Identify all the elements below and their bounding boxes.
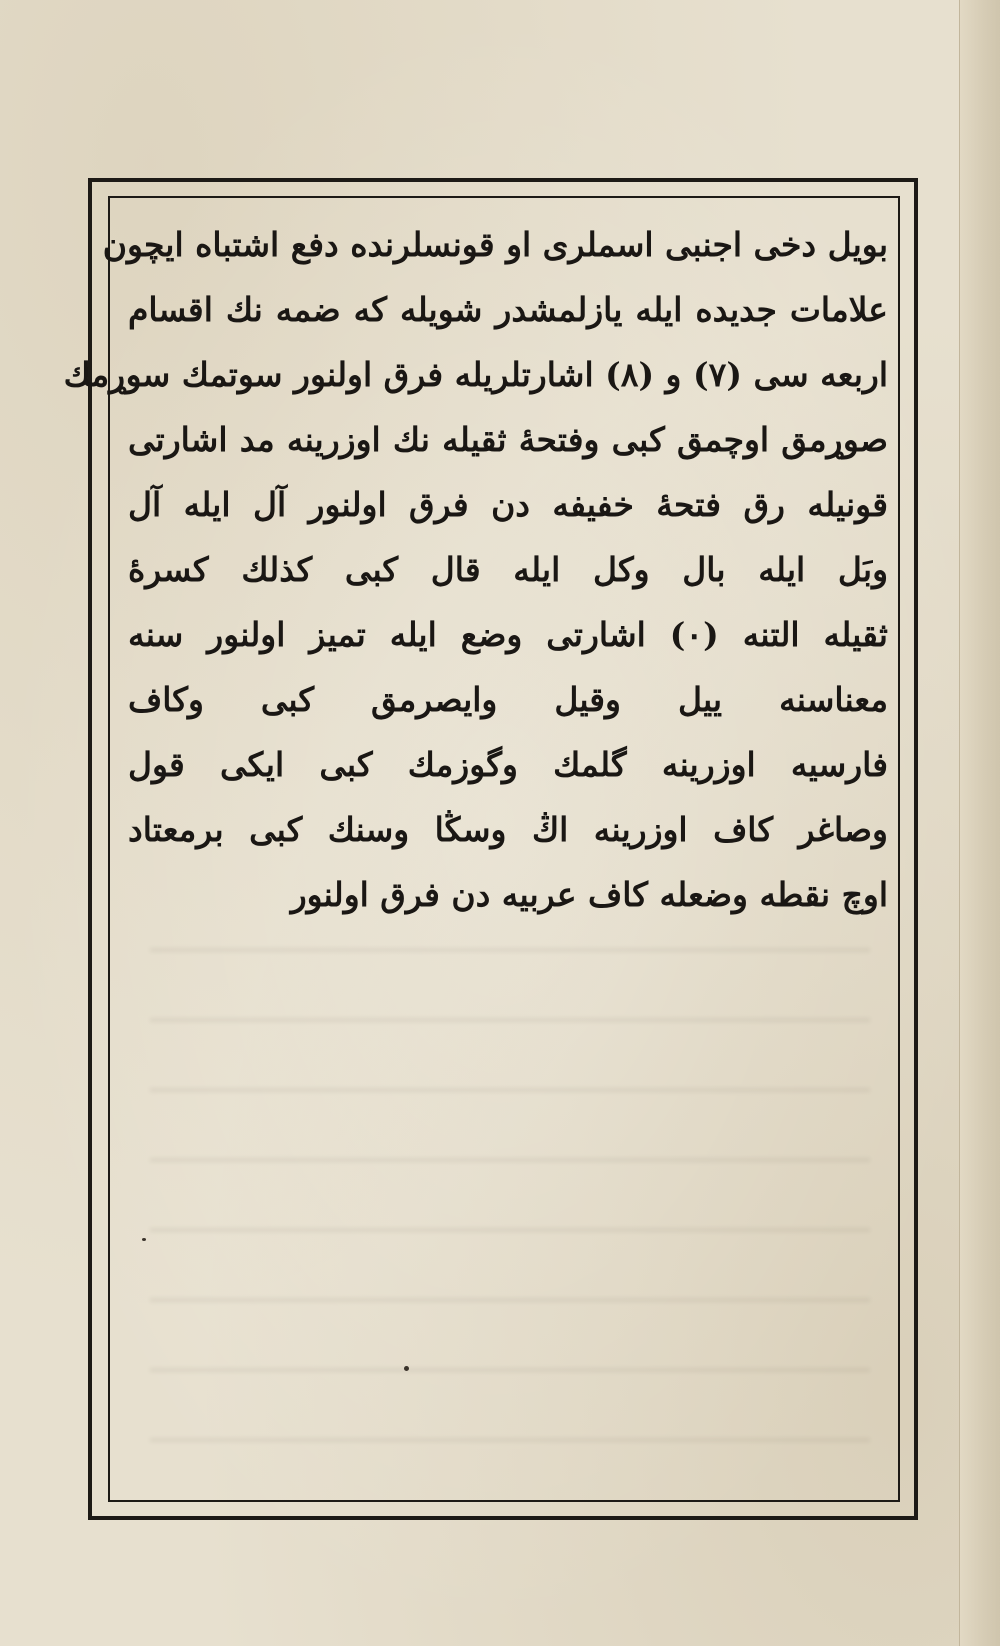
- text-line: قونيله رق فتحهٔ خفيفه دن فرق اولنور آل ايله آل: [128, 485, 888, 524]
- text-line: علامات جديده ايله يازلمشدر شويله كه ضمه نك اقسام: [128, 290, 888, 329]
- page-edge: [959, 0, 1000, 1646]
- text-line: صوړمق اوچمق كبی وفتحهٔ ثقيله نك اوزرينه مد اشارتی: [128, 420, 888, 459]
- text-line: بويل دخی اجنبی اسملری او قونسلرنده دفع اشتباه ايچون: [102, 225, 888, 264]
- text-line: وصاغر كاف اوزرينه اڭ وسڭا وسنك كبی برمعتاد: [128, 810, 888, 849]
- ink-speck: [142, 1238, 146, 1241]
- text-line: فارسيه اوزرينه گلمك وگوزمك كبی ايكی قول: [128, 745, 888, 784]
- text-line: اربعه سی (٧) و (٨) اشارتلريله فرق اولنور سوتمك سوړمك: [63, 355, 888, 394]
- text-line: اوچ نقطه وضعله كاف عربيه دن فرق اولنور: [290, 875, 888, 914]
- text-line: وبَل ايله بال وكل ايله قال كبی كذلك كسرهٔ: [128, 550, 888, 589]
- text-line: معناسنه ييل وقيل وايصرمق كبی وكاف: [128, 680, 888, 719]
- body-text: [63, 212, 888, 927]
- text-line: ثقيله التنه (٠) اشارتی وضع ايله تميز اولنور سنه: [128, 615, 888, 654]
- ink-speck: [404, 1366, 409, 1371]
